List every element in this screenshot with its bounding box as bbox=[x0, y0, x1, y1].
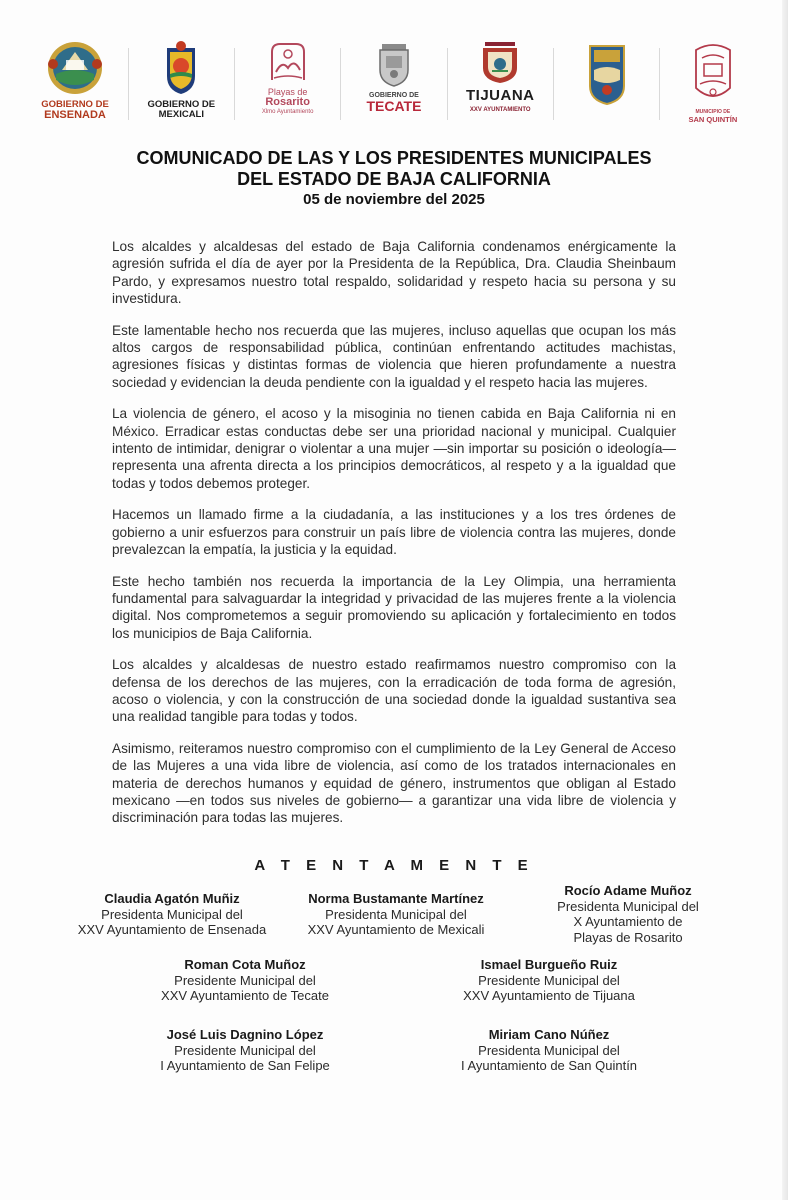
logo-rosarito bbox=[243, 40, 333, 115]
logo-divider bbox=[447, 48, 448, 120]
signature-tecate bbox=[125, 957, 365, 1004]
rosarito-emblem-icon bbox=[266, 40, 310, 84]
closing-atentamente: A T E N T A M E N T E bbox=[254, 857, 534, 874]
body-paragraph: La violencia de género, el acoso y la misoginia no tienen cabida en Baja California ni en México. Erradicar estas conductas debe ser una prioridad nacional y municipal. Cualquier intento de intimidar, denigrar o violentar a una mujer —sin importar su posición o ideología— representa una afrenta directa a los principios democráticos, al respeto y a la igualdad que todas y todos debemos proteger. bbox=[112, 406, 676, 491]
signature-rosarito bbox=[508, 883, 748, 945]
signature-san-felipe bbox=[125, 1027, 365, 1074]
logo-caption: TIJUANA bbox=[465, 87, 535, 104]
logo-caption: Playas de bbox=[267, 87, 308, 97]
logo-san-felipe bbox=[562, 40, 652, 106]
tijuana-shield-icon bbox=[477, 40, 523, 84]
logo-tijuana bbox=[455, 40, 545, 113]
logo-caption: GOBIERNO DE bbox=[369, 92, 419, 99]
logo-subcaption: Xlmo Ayuntamiento bbox=[261, 109, 314, 115]
logo-caption: Rosarito bbox=[265, 96, 310, 108]
signatory-title: Presidente Municipal del bbox=[174, 1042, 316, 1058]
body-paragraph: Este lamentable hecho nos recuerda que las mujeres, incluso aquellas que ocupan los más altos cargos de responsabilidad pública, continúan enfrentando actitudes machistas, agresiones físicas y distintas formas de violencia que hieren profundamente a nuestra sociedad y evidencian la deuda pendiente con la igualdad y el respeto hacia las mujeres. bbox=[112, 322, 676, 390]
signatory-name: Roman Cota Muñoz bbox=[184, 957, 306, 972]
signatory-title: Presidenta Municipal del bbox=[325, 906, 467, 922]
logo-divider bbox=[659, 48, 660, 120]
tecate-shield-icon bbox=[374, 40, 414, 88]
logo-divider bbox=[553, 48, 554, 120]
signatory-name: Claudia Agatón Muñiz bbox=[104, 891, 240, 906]
signatory-title: XXV Ayuntamiento de Mexicali bbox=[307, 922, 485, 937]
logo-ensenada bbox=[30, 40, 120, 121]
logo-san-quintin bbox=[668, 40, 758, 124]
san-felipe-shield-icon bbox=[586, 40, 628, 106]
signatory-name: Ismael Burgueño Ruiz bbox=[480, 957, 618, 972]
logo-tecate bbox=[349, 40, 439, 113]
signatory-title: XXV Ayuntamiento de Tecate bbox=[161, 988, 329, 1003]
signature-ensenada bbox=[52, 891, 292, 938]
document-date: 05 de noviembre del 2025 bbox=[303, 191, 485, 208]
signatory-name: José Luis Dagnino López bbox=[166, 1027, 324, 1042]
signatory-title: Playas de Rosarito bbox=[573, 929, 683, 945]
mexicali-shield-icon bbox=[161, 40, 201, 96]
logo-caption: GOBIERNO DE bbox=[41, 99, 109, 110]
signature-mexicali bbox=[276, 891, 516, 938]
logo-divider bbox=[128, 48, 129, 120]
signatory-title: Presidenta Municipal del bbox=[557, 898, 699, 914]
signatory-name: Norma Bustamante Martínez bbox=[308, 891, 484, 906]
signatory-title: XXV Ayuntamiento de Ensenada bbox=[77, 922, 267, 937]
logo-mexicali bbox=[136, 40, 226, 119]
statement-body bbox=[112, 238, 676, 841]
signatory-title: XXV Ayuntamiento de Tijuana bbox=[463, 988, 635, 1003]
logo-caption: ENSENADA bbox=[44, 108, 106, 121]
municipal-logos-row bbox=[30, 40, 758, 132]
signatory-title: Presidente Municipal del bbox=[478, 972, 620, 988]
body-paragraph: Este hecho también nos recuerda la importancia de la Ley Olimpia, una herramienta fundamental para salvaguardar la integridad y privacidad de las mujeres frente a la violencia digital. Nos comprometemos a seguir promoviendo su aplicación y fortalecimiento en todos los municipios de Baja California. bbox=[112, 573, 676, 641]
body-paragraph: Hacemos un llamado firme a la ciudadanía, a las instituciones y a los tres órdenes de gobierno a unir esfuerzos para construir un país libre de violencia contra las mujeres, donde prevalezcan la empatía, la justicia y la equidad. bbox=[112, 507, 676, 558]
body-paragraph: Asimismo, reiteramos nuestro compromiso con el cumplimiento de la Ley General de Acceso de las Mujeres a una vida libre de violencia, así como de los tratados internacionales en materia de derechos humanos y equidad de género, instrumentos que obligan al Estado mexicano —en todos sus niveles de gobierno— a garantizar una vida libre de violencia y discriminación para todas las mujeres. bbox=[112, 740, 676, 826]
signatory-title: Presidente Municipal del bbox=[174, 972, 316, 988]
logo-caption: MUNICIPIO DE bbox=[695, 109, 731, 115]
logo-caption: GOBIERNO DE bbox=[147, 99, 216, 110]
signatory-title: I Ayuntamiento de San Quintín bbox=[460, 1058, 638, 1073]
body-paragraph: Los alcaldes y alcaldesas del estado de Baja California condenamos enérgicamente la agresión sufrida el día de ayer por la Presidenta de la República, Dra. Claudia Sheinbaum Pardo, y expresamos nuestro total respaldo, solidaridad y respeto hacia su persona y su investidura. bbox=[112, 239, 676, 307]
title-line-1: COMUNICADO DE LAS Y LOS PRESIDENTES MUNICIPALES bbox=[136, 148, 652, 168]
logo-caption: MEXICALI bbox=[158, 108, 204, 120]
title-line-2: DEL ESTADO DE BAJA CALIFORNIA bbox=[237, 169, 551, 189]
logo-caption: TECATE bbox=[366, 98, 422, 114]
logo-divider bbox=[234, 48, 235, 120]
signatory-title: X Ayuntamiento de bbox=[573, 914, 683, 929]
ensenada-shield-icon bbox=[44, 40, 106, 96]
logo-divider bbox=[340, 48, 341, 120]
body-paragraph: Los alcaldes y alcaldesas de nuestro estado reafirmamos nuestro compromiso con la defensa de los derechos de las mujeres, con la erradicación de toda forma de agresión, acoso o violencia, y con la construcción de una sociedad donde la igualdad sustantiva sea una realidad tangible para todas y todos. bbox=[112, 657, 676, 725]
signatory-name: Rocío Adame Muñoz bbox=[564, 883, 692, 898]
logo-subcaption: XXV AYUNTAMIENTO bbox=[469, 107, 531, 113]
signatory-name: Miriam Cano Núñez bbox=[488, 1027, 610, 1042]
signature-tijuana bbox=[429, 957, 669, 1004]
signature-san-quintin bbox=[429, 1027, 669, 1074]
signatory-title: Presidenta Municipal del bbox=[101, 906, 243, 922]
document-title-block bbox=[0, 148, 788, 208]
san-quintin-emblem-icon bbox=[690, 40, 736, 106]
logo-caption: SAN QUINTÍN bbox=[688, 115, 738, 124]
signatory-title: I Ayuntamiento de San Felipe bbox=[160, 1058, 330, 1073]
signatory-title: Presidenta Municipal del bbox=[478, 1042, 620, 1058]
